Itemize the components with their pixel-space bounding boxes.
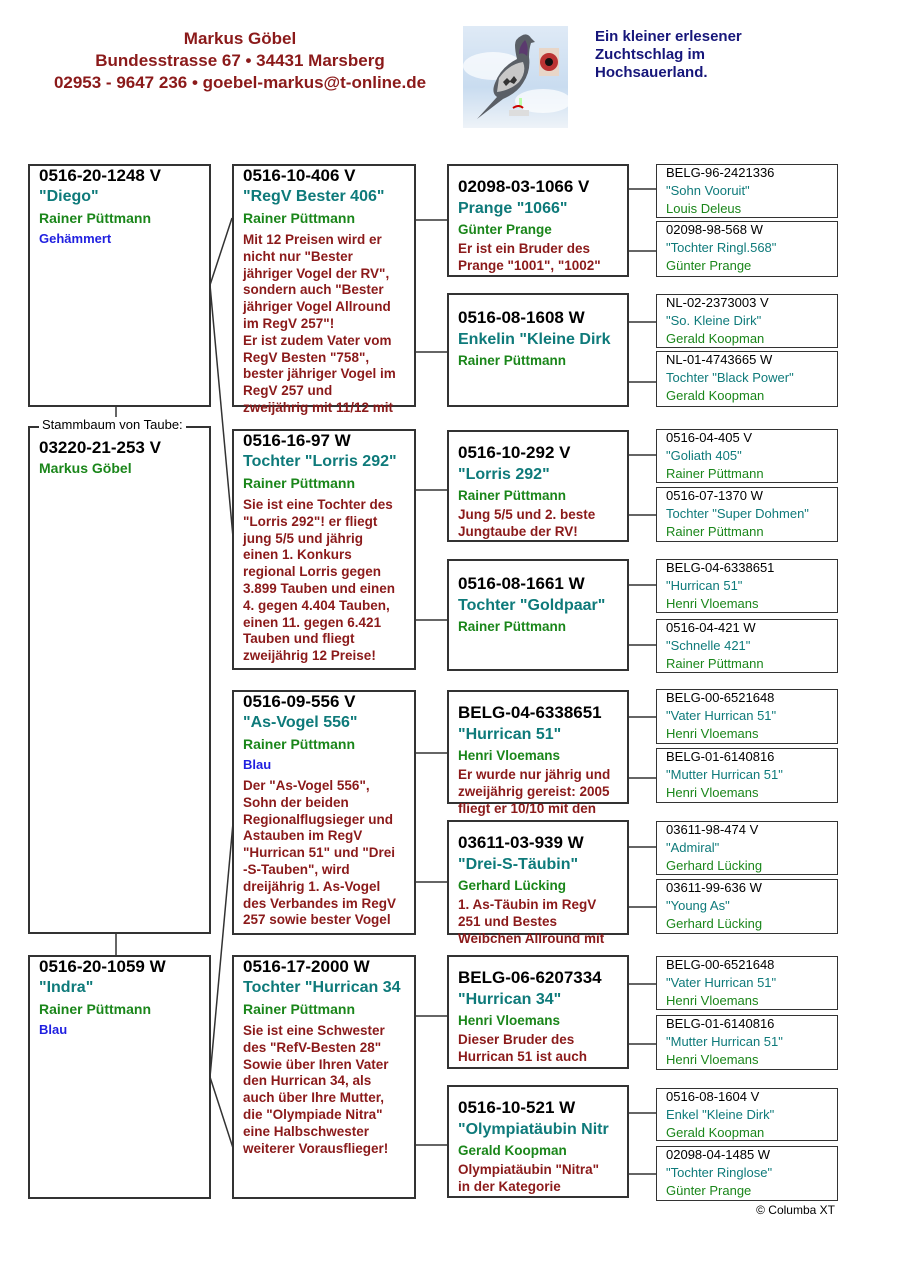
note-line: dreijährig 1. As-Vogel	[243, 878, 381, 894]
note-line: Astauben im RegV	[243, 828, 363, 844]
pedigree-card-gg-grandparent[interactable]	[656, 164, 838, 218]
owner-name: Rainer Püttmann	[243, 1001, 356, 1017]
pigeon-name: "Mutter Hurrican 51"	[666, 767, 783, 782]
owner-name: Rainer Püttmann	[666, 466, 764, 481]
connector-line	[210, 812, 234, 1077]
pigeon-name: Tochter "Super Dohmen"	[666, 506, 809, 521]
pedigree-card-gg-grandparent[interactable]	[656, 821, 838, 875]
ring-number: 02098-98-568 W	[666, 222, 763, 237]
pigeon-note	[458, 506, 619, 540]
ring-number: BELG-04-6338651	[458, 703, 602, 722]
owner-name: Gerald Koopman	[458, 1143, 567, 1158]
ring-number: 0516-09-556 V	[243, 692, 356, 711]
pigeon-name: "Lorris 292"	[458, 466, 550, 483]
ring-number: 0516-16-97 W	[243, 431, 351, 450]
owner-name: Louis Deleus	[666, 201, 742, 216]
owner-name: Gerald Koopman	[666, 1125, 765, 1140]
note-line: 251 und Bestes	[458, 914, 558, 929]
note-line: Hurrican 51 ist auch	[458, 1049, 588, 1064]
pedigree-card-great-grandparent[interactable]	[447, 820, 629, 946]
tagline-line: Ein kleiner erlesener	[595, 28, 742, 45]
note-line: die "Olympiade Nitra"	[243, 1106, 383, 1122]
pigeon-name: Tochter "Black Power"	[666, 370, 794, 385]
note-line: den Hurrican 34, als	[243, 1073, 372, 1089]
connector-line	[210, 1077, 233, 1148]
note-line: einen 11. gegen 6.421	[243, 614, 382, 630]
pedigree-card-grandparent[interactable]	[232, 955, 416, 1199]
pigeon-name: "Diego"	[39, 188, 99, 205]
owner-name: Günter Prange	[666, 1183, 752, 1198]
pigeon-name: "Goliath 405"	[666, 448, 742, 463]
pigeon-name: "Schnelle 421"	[666, 638, 751, 653]
copyright-notice: © Columba XT	[756, 1203, 835, 1217]
pedigree-card-gg-grandparent[interactable]	[656, 1146, 838, 1201]
pigeon-name: "Vater Hurrican 51"	[666, 708, 777, 723]
ring-number: 03611-98-474 V	[666, 822, 759, 837]
note-line: jähriger Vogel Allround	[243, 299, 391, 315]
ring-number: 0516-08-1608 W	[458, 308, 585, 327]
note-line: Er wurde nur jährig und	[458, 767, 611, 782]
note-line: -S-Tauben", wird	[243, 861, 350, 877]
subject-legend: Stammbaum von Taube:	[39, 417, 186, 433]
note-line: Weibchen Allround mit	[458, 931, 605, 946]
pedigree-card-gg-grandparent[interactable]	[656, 956, 838, 1010]
pedigree-card-great-grandparent[interactable]	[447, 690, 629, 816]
ring-number: BELG-01-6140816	[666, 749, 775, 764]
note-line: zweijährig gereist: 2005	[458, 784, 610, 799]
ring-number: BELG-06-6207334	[458, 968, 602, 987]
note-line: auch über Ihre Mutter,	[243, 1090, 385, 1106]
ring-number: BELG-00-6521648	[666, 957, 775, 972]
note-line: im RegV 257"!	[243, 315, 335, 331]
owner-name: Markus Göbel	[39, 460, 132, 476]
breeder-address: Bundesstrasse 67 • 34431 Marsberg	[95, 51, 385, 70]
ring-number: 0516-10-521 W	[458, 1098, 576, 1117]
note-line: Sohn der beiden	[243, 794, 349, 810]
pedigree-card-great-grandparent[interactable]	[447, 293, 629, 407]
ring-number: NL-02-2373003 V	[666, 295, 769, 310]
owner-name: Rainer Püttmann	[243, 210, 356, 226]
pedigree-card-grandparent[interactable]	[232, 164, 416, 415]
note-line: weiterer Vorausflieger!	[243, 1140, 389, 1156]
note-line: 257 sowie bester Vogel	[243, 912, 391, 928]
pigeon-name: "Hurrican 34"	[458, 991, 562, 1008]
pedigree-card-grandparent[interactable]	[232, 690, 416, 935]
owner-name: Henri Vloemans	[666, 726, 759, 741]
pigeon-name: Tochter "Hurrican 34	[243, 979, 401, 996]
pedigree-card-great-grandparent[interactable]	[447, 430, 629, 542]
owner-name: Gerald Koopman	[666, 331, 765, 346]
note-line: Olympiatäubin "Nitra"	[458, 1162, 600, 1177]
pigeon-name: "So. Kleine Dirk"	[666, 313, 762, 328]
tagline-line: Zuchtschlag im	[595, 46, 706, 63]
owner-name: Rainer Püttmann	[666, 524, 764, 539]
owner-name: Henri Vloemans	[458, 748, 561, 763]
connector-line	[210, 285, 234, 548]
owner-name: Rainer Püttmann	[39, 210, 152, 226]
pigeon-name: "RegV Bester 406"	[243, 188, 385, 205]
note-line: in der Kategorie	[458, 1179, 561, 1194]
note-line: einen 1. Konkurs	[243, 547, 352, 563]
note-line: Er ist zudem Vater vom	[243, 332, 392, 348]
pedigree-card-subject[interactable]	[28, 426, 211, 934]
owner-name: Günter Prange	[458, 222, 552, 237]
pigeon-note	[458, 766, 619, 817]
owner-name: Gerhard Lücking	[666, 858, 763, 873]
ring-number: 02098-03-1066 V	[458, 177, 590, 196]
note-line: Sie ist eine Schwester	[243, 1023, 385, 1038]
pigeon-note	[243, 778, 406, 929]
breeder-phone-email: 02953 - 9647 236 • goebel-markus@t-online.de	[53, 73, 427, 92]
pigeon-name: Enkel "Kleine Dirk"	[666, 1107, 775, 1122]
pigeon-name: "Sohn Vooruit"	[666, 183, 750, 198]
note-line: jähriger Vogel der RV",	[243, 265, 390, 281]
owner-name: Gerald Koopman	[666, 388, 765, 403]
pigeon-name: "Mutter Hurrican 51"	[666, 1034, 783, 1049]
ring-number: BELG-01-6140816	[666, 1016, 775, 1031]
owner-name: Henri Vloemans	[458, 1013, 561, 1028]
note-line: 4. gegen 4.404 Tauben,	[243, 597, 390, 613]
note-line: nicht nur "Bester	[243, 248, 353, 264]
ring-number: 02098-04-1485 W	[666, 1147, 771, 1162]
pedigree-card-gg-grandparent[interactable]	[656, 221, 838, 277]
note-line: des "RefV-Besten 28"	[243, 1039, 382, 1055]
ring-number: 0516-08-1661 W	[458, 574, 585, 593]
pigeon-name: "Olympiatäubin Nitr	[458, 1121, 609, 1138]
owner-name: Rainer Püttmann	[666, 656, 764, 671]
note-line: Dieser Bruder des	[458, 1032, 575, 1047]
tagline-line: Hochsauerland.	[595, 64, 708, 81]
ring-number: 0516-10-292 V	[458, 443, 571, 462]
note-line: Mit 12 Preisen wird er	[243, 232, 382, 247]
note-line: "Hurrican 51" und "Drei	[243, 845, 395, 861]
pigeon-name: Tochter "Goldpaar"	[458, 597, 606, 614]
pigeon-name: Prange "1066"	[458, 200, 568, 217]
pigeon-name: "Admiral"	[666, 840, 720, 855]
note-line: Er ist ein Bruder des	[458, 241, 591, 256]
owner-name: Rainer Püttmann	[39, 1001, 152, 1017]
note-line: bester jähriger Vogel im	[243, 366, 396, 382]
owner-name: Henri Vloemans	[666, 993, 759, 1008]
note-line: Der "As-Vogel 556",	[243, 778, 370, 793]
pigeon-name: "Tochter Ringlose"	[666, 1165, 773, 1180]
note-line: Regionalflugsieger und	[243, 811, 394, 827]
ring-number: BELG-96-2421336	[666, 165, 775, 180]
ring-number: 0516-07-1370 W	[666, 488, 763, 503]
ring-number: NL-01-4743665 W	[666, 352, 773, 367]
pigeon-name: "Young As"	[666, 898, 730, 913]
pedigree-card-gg-grandparent[interactable]	[656, 1015, 838, 1070]
ring-number: 0516-20-1059 W	[39, 957, 166, 976]
pedigree-card-gg-grandparent[interactable]	[656, 294, 838, 348]
pigeon-name: "Hurrican 51"	[458, 726, 562, 743]
pedigree-card-gg-grandparent[interactable]	[656, 879, 838, 934]
pigeon-note	[243, 232, 406, 417]
ring-number: 0516-04-405 V	[666, 430, 753, 445]
note-line: fliegt er 10/10 mit den	[458, 801, 597, 816]
ring-number: 0516-17-2000 W	[243, 957, 370, 976]
note-line: regional Lorris gegen	[243, 564, 382, 580]
pedigree-card-gg-grandparent[interactable]	[656, 619, 838, 673]
color-label: Blau	[39, 1022, 68, 1037]
connector-line	[210, 218, 232, 285]
pedigree-card-grandparent[interactable]	[232, 429, 416, 670]
owner-name: Gerhard Lücking	[458, 878, 567, 893]
owner-name: Henri Vloemans	[666, 596, 759, 611]
pedigree-card-father[interactable]	[28, 164, 211, 407]
owner-name: Rainer Püttmann	[458, 353, 567, 368]
pigeon-note	[243, 497, 406, 665]
note-line: 1. As-Täubin im RegV	[458, 897, 597, 912]
pigeon-note	[458, 1031, 619, 1065]
pigeon-name: Tochter "Lorris 292"	[243, 453, 397, 470]
pigeon-note	[458, 240, 619, 274]
pedigree-card-gg-grandparent[interactable]	[656, 351, 838, 407]
pigeon-name: "As-Vogel 556"	[243, 714, 358, 731]
pedigree-card-great-grandparent[interactable]	[447, 1085, 629, 1198]
owner-name: Rainer Püttmann	[243, 736, 356, 752]
owner-name: Rainer Püttmann	[458, 488, 567, 503]
owner-name: Rainer Püttmann	[458, 619, 567, 634]
pedigree-card-great-grandparent[interactable]	[447, 955, 629, 1069]
note-line: zweijährig mit 11/12 mit	[243, 399, 394, 415]
note-line: zweijährig 12 Preise!	[243, 648, 376, 664]
pedigree-card-gg-grandparent[interactable]	[656, 559, 838, 613]
note-line: RegV Besten "758",	[243, 349, 370, 365]
pedigree-card-gg-grandparent[interactable]	[656, 487, 838, 542]
note-line: Jungtaube der RV!	[458, 524, 578, 539]
pigeon-note	[243, 1023, 406, 1157]
owner-name: Henri Vloemans	[666, 785, 759, 800]
ring-number: BELG-04-6338651	[666, 560, 775, 575]
owner-name: Rainer Püttmann	[243, 475, 356, 491]
ring-number: 0516-08-1604 V	[666, 1089, 760, 1104]
pedigree-card-gg-grandparent[interactable]	[656, 689, 838, 744]
owner-name: Henri Vloemans	[666, 1052, 759, 1067]
color-label: Gehämmert	[39, 231, 112, 246]
note-line: des Verbandes im RegV	[243, 895, 397, 911]
note-line: sondern auch "Bester	[243, 282, 384, 298]
pigeon-name: "Hurrican 51"	[666, 578, 743, 593]
pedigree-card-great-grandparent[interactable]	[447, 164, 629, 277]
pigeon-note	[458, 1161, 619, 1195]
note-line: Prange "1001", "1002"	[458, 258, 601, 273]
pedigree-card-gg-grandparent[interactable]	[656, 1088, 838, 1141]
note-line: eine Halbschwester	[243, 1123, 370, 1139]
note-line: RegV 257 und	[243, 383, 333, 399]
color-label: Blau	[243, 757, 272, 772]
owner-name: Günter Prange	[666, 258, 752, 273]
pigeon-name: "Drei-S-Täubin"	[458, 856, 579, 873]
pedigree-card-great-grandparent[interactable]	[447, 559, 629, 671]
pigeon-note	[458, 896, 619, 947]
breeder-name: Markus Göbel	[183, 29, 297, 48]
note-line: Jung 5/5 und 2. beste	[458, 507, 596, 522]
pigeon-name: Enkelin "Kleine Dirk	[458, 331, 611, 348]
note-line: "Lorris 292"! er fliegt	[243, 513, 378, 529]
note-line: Tauben und fliegt	[243, 631, 355, 647]
ring-number: 03611-03-939 W	[458, 833, 584, 852]
ring-number: 03611-99-636 W	[666, 880, 762, 895]
note-line: 3.899 Tauben und einen	[243, 580, 396, 596]
pigeon-name: "Vater Hurrican 51"	[666, 975, 777, 990]
pedigree-card-gg-grandparent[interactable]	[656, 748, 838, 803]
ring-number: 0516-04-421 W	[666, 620, 756, 635]
note-line: jung 5/5 und jährig	[243, 530, 364, 546]
pigeon-name: "Tochter Ringl.568"	[666, 240, 777, 255]
owner-name: Gerhard Lücking	[666, 916, 763, 931]
ring-number: BELG-00-6521648	[666, 690, 775, 705]
pedigree-card-mother[interactable]	[28, 955, 211, 1199]
ring-number: 0516-10-406 V	[243, 166, 356, 185]
ring-number: 03220-21-253 V	[39, 438, 161, 457]
ring-number: 0516-20-1248 V	[39, 166, 161, 185]
pigeon-name: "Indra"	[39, 979, 94, 996]
pedigree-card-gg-grandparent[interactable]	[656, 429, 838, 483]
note-line: Sie ist eine Tochter des	[243, 497, 393, 512]
note-line: Sowie über Ihren Vater	[243, 1056, 389, 1072]
